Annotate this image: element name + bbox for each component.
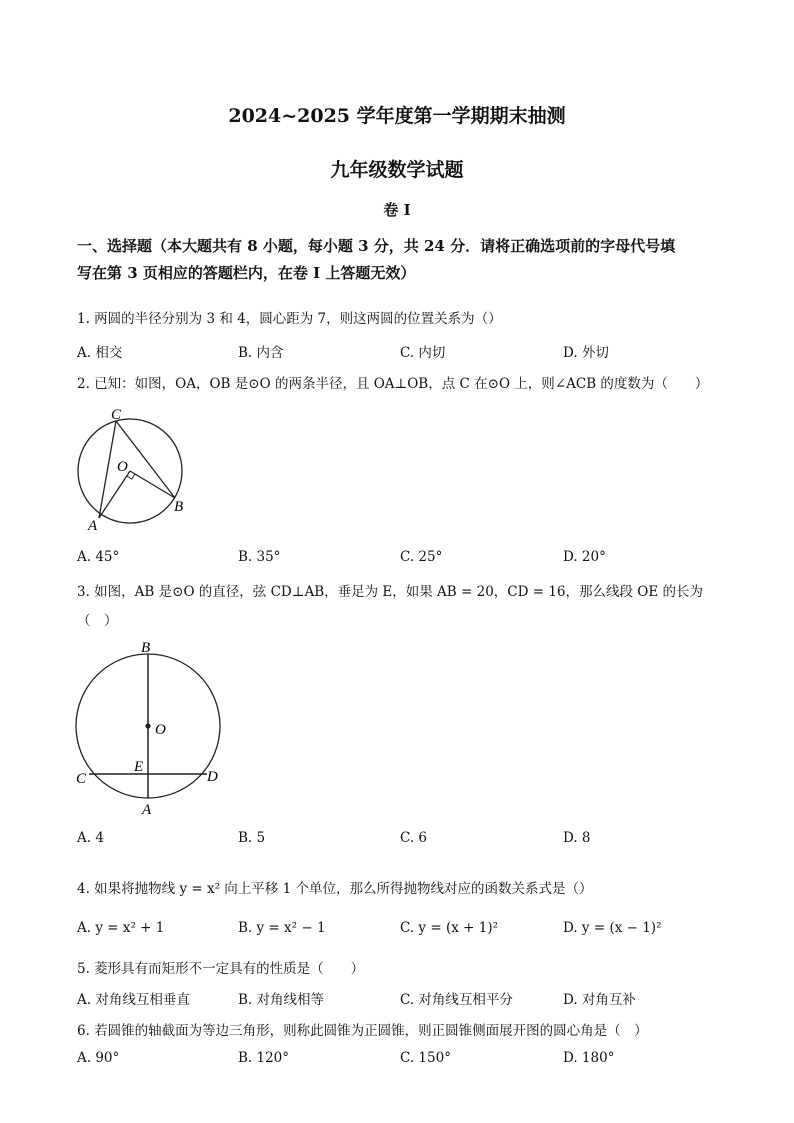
section-heading-line1: 一、选择题（本大题共有 8 小题，每小题 3 分，共 24 分．请将正确选项前的字母代号填 [77,237,676,255]
question-5-option-a: A. 对角线互相垂直 [77,992,190,1008]
section-heading-line2: 写在第 3 页相应的答题栏内，在卷 I 上答题无效） [77,264,416,282]
label-a: A [142,802,152,818]
center-dot [145,723,150,728]
label-c: C [111,407,122,423]
question-6-stem: 6. 若圆锥的轴截面为等边三角形，则称此圆锥为正圆锥，则正圆锥侧面展开图的圆心角是（ ） [77,1023,648,1039]
question-2-option-d: D. 20° [563,549,606,565]
question-4-option-c: C. y = (x + 1)² [400,920,498,936]
question-1-option-a: A. 相交 [77,345,123,361]
question-3-option-a: A. 4 [77,830,104,846]
question-1-stem: 1. 两圆的半径分别为 3 和 4，圆心距为 7，则这两圆的位置关系为（） [77,311,502,327]
question-6-option-c: C. 150° [400,1050,451,1066]
label-d: D [207,769,218,785]
label-e: E [134,759,144,775]
question-1-option-c: C. 内切 [400,345,446,361]
label-c: C [76,771,87,787]
question-5-option-c: C. 对角线互相平分 [400,992,513,1008]
question-2-figure [74,402,194,534]
question-4-option-a: A. y = x² + 1 [77,920,165,936]
question-2-option-b: B. 35° [238,549,281,565]
radius-ob [130,471,175,498]
question-3-figure [70,636,230,818]
question-4-stem: 4. 如果将抛物线 y = x² 向上平移 1 个单位，那么所得抛物线对应的函数关系式是（） [77,881,593,897]
label-o: O [155,722,166,738]
volume-label: 卷 I [383,201,411,219]
question-2-option-a: A. 45° [77,549,120,565]
label-a: A [88,518,98,534]
question-1-option-b: B. 内含 [238,345,284,361]
question-2-option-c: C. 25° [400,549,443,565]
question-3-option-d: D. 8 [563,830,591,846]
question-1-option-d: D. 外切 [563,345,609,361]
question-5-option-b: B. 对角线相等 [238,992,325,1008]
label-o: O [117,459,128,475]
question-6-option-b: B. 120° [238,1050,290,1066]
exam-title: 2024~2025 学年度第一学期期末抽测 [228,105,566,127]
question-4-option-d: D. y = (x − 1)² [563,920,662,936]
question-3-stem-line1: 3. 如图，AB 是⊙O 的直径，弦 CD⊥AB，垂足为 E，如果 AB = 20，CD = 16，那么线段 OE 的长为 [77,584,704,600]
question-6-option-a: A. 90° [77,1050,120,1066]
question-4-option-b: B. y = x² − 1 [238,920,326,936]
question-5-stem: 5. 菱形具有而矩形不一定具有的性质是（ ） [77,961,365,977]
question-6-option-d: D. 180° [563,1050,615,1066]
label-b: B [141,640,151,656]
question-2-stem: 2. 已知：如图，OA，OB 是⊙O 的两条半径，且 OA⊥OB，点 C 在⊙O 上，则∠ACB 的度数为（ ） [77,376,709,392]
section-heading [77,233,722,287]
exam-subtitle: 九年级数学试题 [330,159,464,181]
label-b: B [174,499,184,515]
question-3-option-c: C. 6 [400,830,428,846]
question-3-option-b: B. 5 [238,830,266,846]
chord-ca [99,421,116,518]
question-5-option-d: D. 对角互补 [563,992,636,1008]
question-3-stem-line2: （ ） [77,613,118,629]
